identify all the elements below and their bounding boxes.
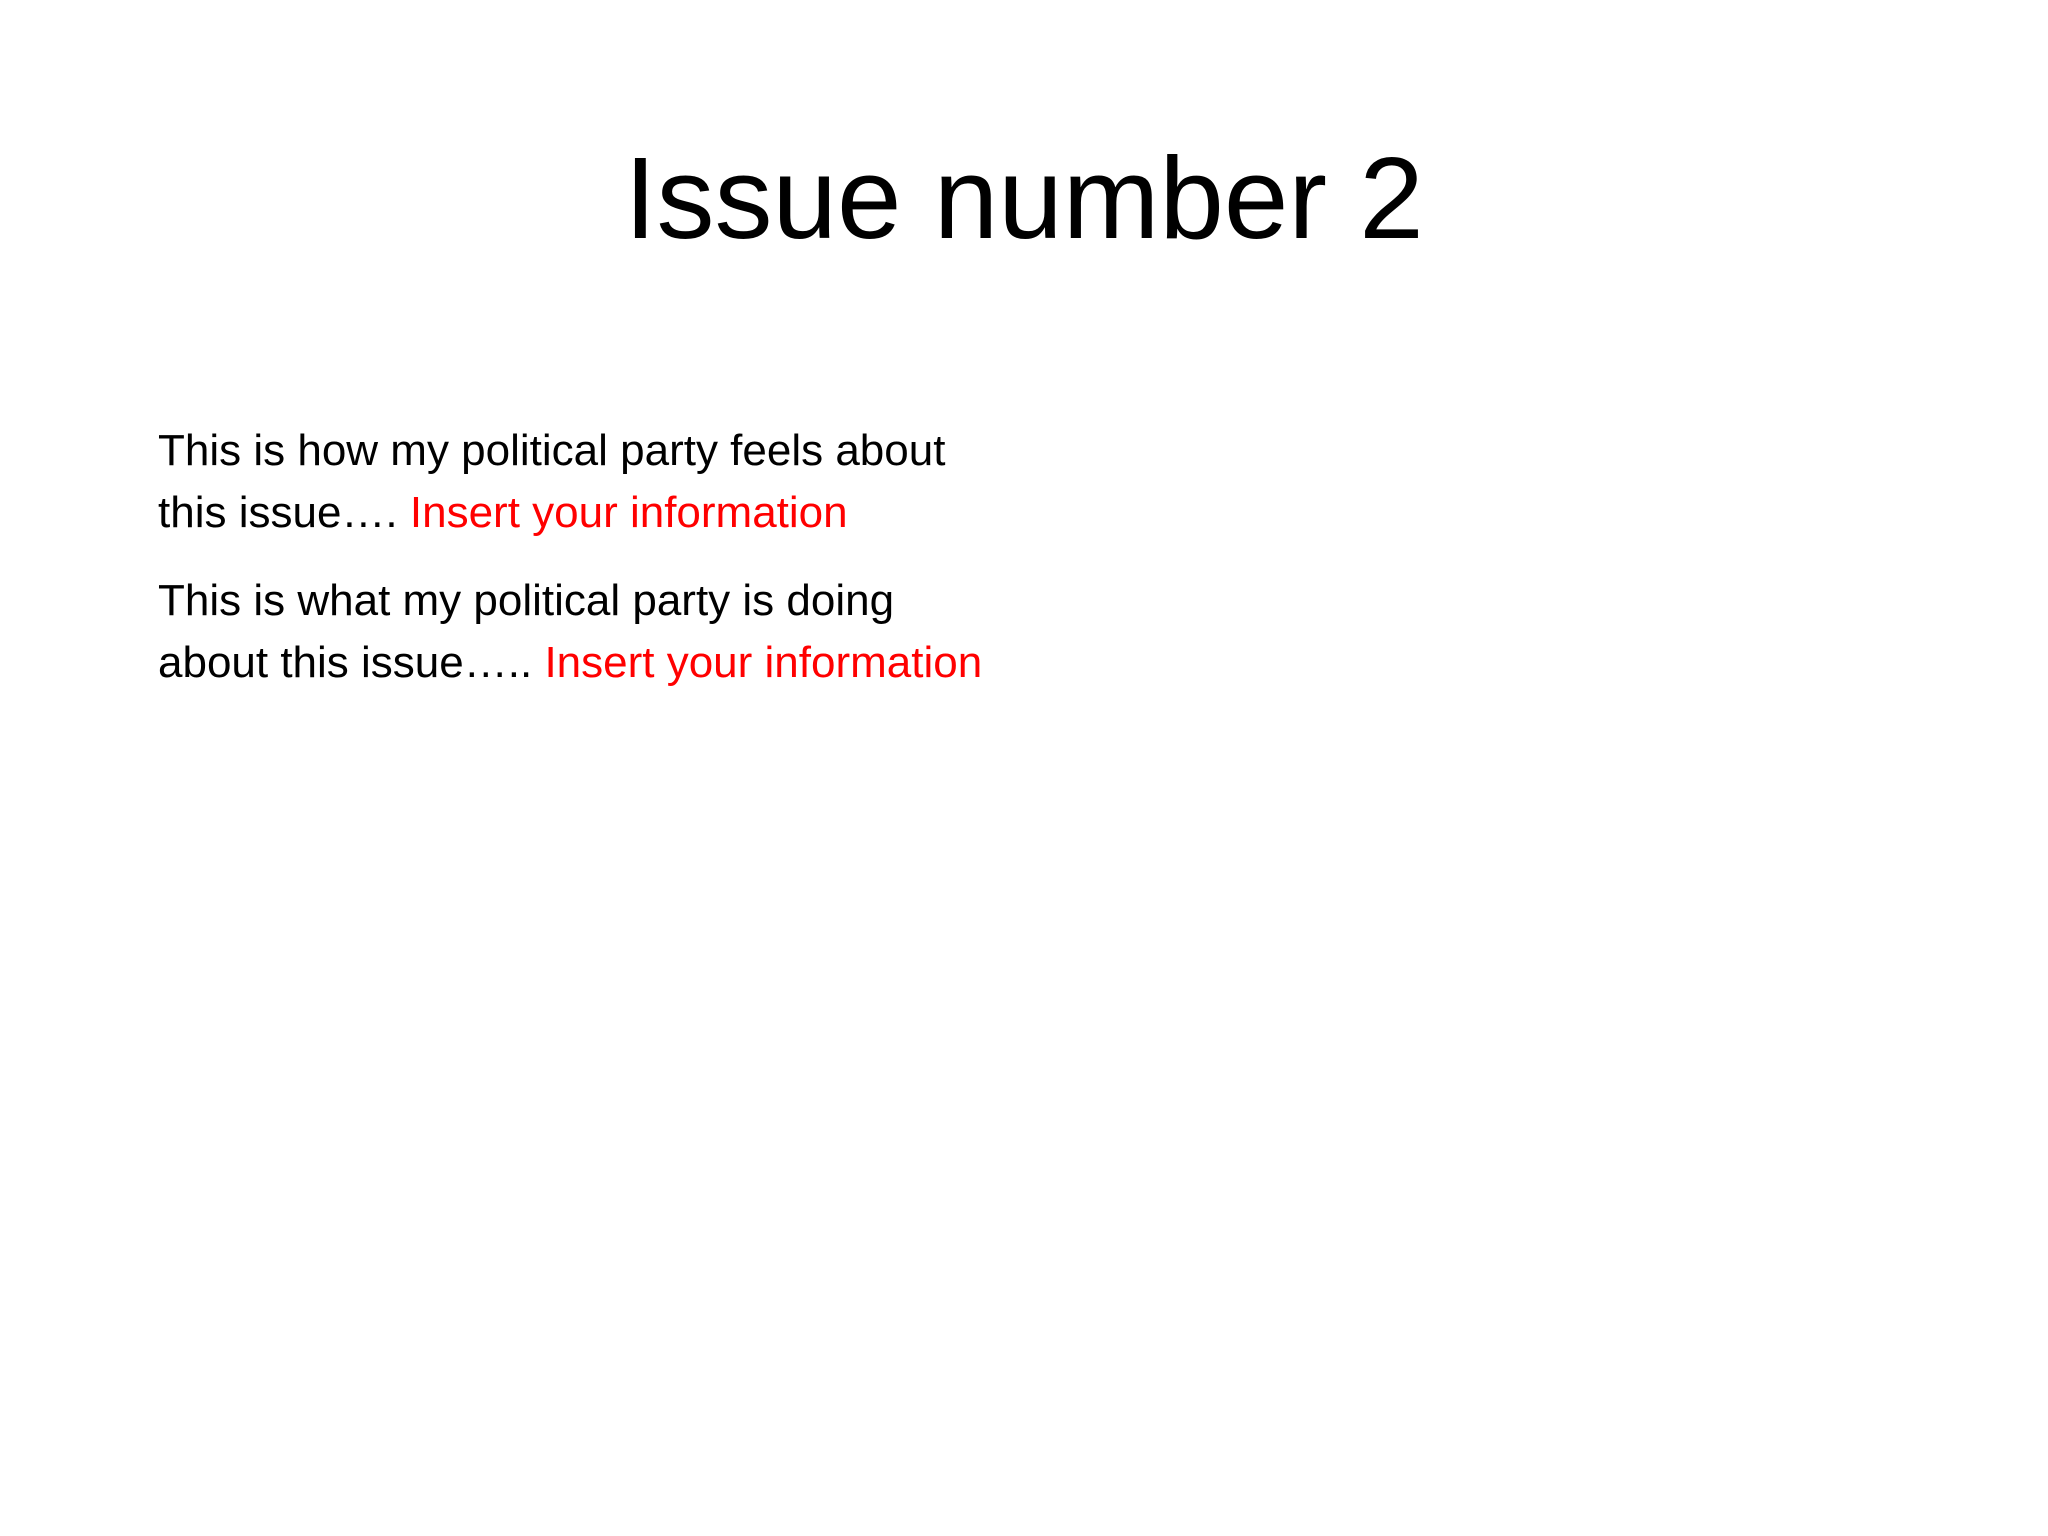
slide-title: Issue number 2: [624, 133, 1424, 263]
insert-information-placeholder: Insert your information: [409, 488, 848, 537]
paragraph-line: [158, 420, 1118, 482]
paragraph-line: [158, 482, 1118, 544]
paragraph-party-actions: [158, 570, 1118, 694]
paragraph-line: [158, 570, 1118, 632]
slide-body: [158, 420, 1118, 720]
paragraph-text: This is how my political party feels about: [158, 426, 946, 475]
paragraph-line: [158, 632, 1118, 694]
paragraph-text: about this issue…..: [158, 638, 533, 687]
paragraph-text: This is what my political party is doing: [158, 576, 895, 625]
paragraph-party-feelings: [158, 420, 1118, 544]
insert-information-placeholder: Insert your information: [544, 638, 983, 687]
paragraph-text: this issue….: [158, 488, 398, 537]
